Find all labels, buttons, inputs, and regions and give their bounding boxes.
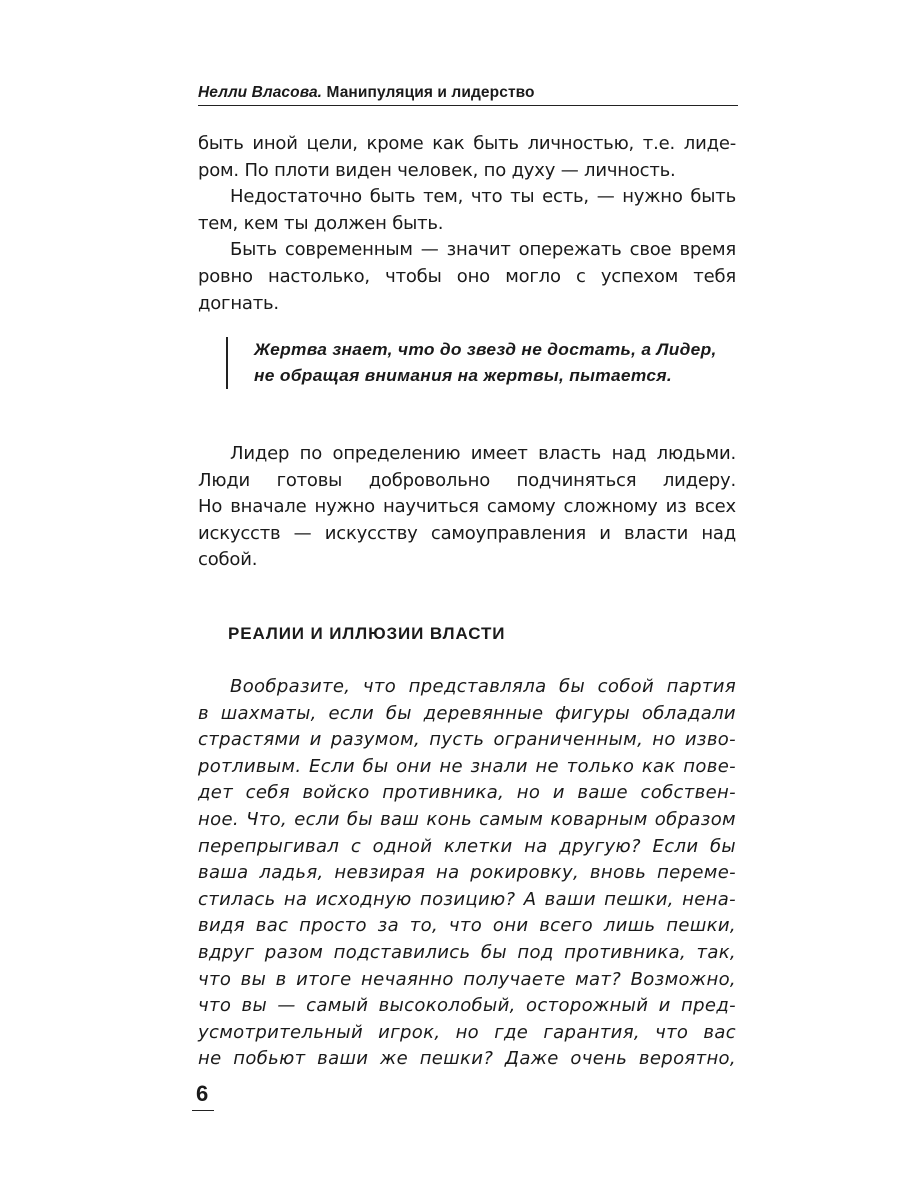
- quote-line: Жертва знает, что до звезд не достать, а Лидер,: [254, 340, 717, 359]
- text-line: что вы — самый высоколобый, осторожный и пред-: [198, 995, 736, 1017]
- page-number-rule: [192, 1110, 214, 1111]
- text-line: искусств — искусству самоуправления и власти над: [198, 522, 736, 544]
- text-line: ваша ладья, невзирая на рокировку, вновь переме-: [198, 862, 736, 884]
- text-line: перепрыгивал с одной клетки на другую? Если бы: [198, 835, 736, 857]
- author-name: Нелли Власова.: [198, 84, 323, 101]
- text-line: Вообразите, что представляла бы собой партия: [230, 676, 736, 697]
- text-line: Но вначале нужно научиться самому сложному из всех: [198, 496, 736, 518]
- text-line: ное. Что, если бы ваш конь самым коварным образом: [198, 808, 736, 830]
- text-line: Быть современным — значит опережать свое время: [230, 239, 736, 261]
- text-line: в шахматы, если бы деревянные фигуры обладали: [198, 702, 736, 724]
- leader-paragraph: [198, 441, 736, 574]
- text-line: стилась на исходную позицию? А ваши пешки, нена-: [198, 888, 736, 910]
- text-line: дет себя войско противника, но и ваше собствен-: [198, 782, 736, 804]
- quote-line: не обращая внимания на жертвы, пытается.: [254, 366, 672, 385]
- text-line: что вы в итоге нечаянно получаете мат? Возможно,: [198, 968, 736, 990]
- text-line: быть иной цели, кроме как быть личностью, т.е. лиде-: [198, 133, 736, 154]
- text-line: собой.: [198, 549, 258, 571]
- text-line: усмотрительный игрок, но где гарантия, что вас: [198, 1021, 736, 1043]
- text-line: догнать.: [198, 292, 279, 314]
- text-line: страстями и разумом, пусть ограниченным, но изво-: [198, 729, 736, 751]
- book-title: Манипуляция и лидерство: [322, 84, 535, 101]
- header-rule: [198, 105, 738, 106]
- text-line: видя вас просто за то, что они всего лишь пешки,: [198, 915, 736, 937]
- text-line: Люди готовы добровольно подчиняться лидеру.: [198, 469, 736, 491]
- chess-paragraph: [198, 674, 736, 1073]
- text-line: вдруг разом подставились бы под противника, так,: [198, 941, 736, 963]
- text-line: ротливым. Если бы они не знали не только как пове-: [198, 755, 736, 777]
- page-number: 6: [196, 1081, 209, 1106]
- section-heading: РЕАЛИИ И ИЛЛЮЗИИ ВЛАСТИ: [228, 624, 506, 643]
- running-head: [198, 84, 738, 102]
- text-line: тем, кем ты должен быть.: [198, 212, 444, 234]
- text-line: не побьют ваши же пешки? Даже очень вероятно,: [198, 1048, 736, 1070]
- intro-text: [198, 131, 736, 317]
- text-line: Лидер по определению имеет власть над людьми.: [230, 443, 736, 464]
- text-line: ровно настолько, чтобы оно могло с успехом тебя: [198, 265, 736, 287]
- text-line: Недостаточно быть тем, что ты есть, — нужно быть: [230, 186, 736, 208]
- pull-quote: [226, 337, 754, 389]
- text-line: ром. По плоти виден человек, по духу — личность.: [198, 159, 676, 181]
